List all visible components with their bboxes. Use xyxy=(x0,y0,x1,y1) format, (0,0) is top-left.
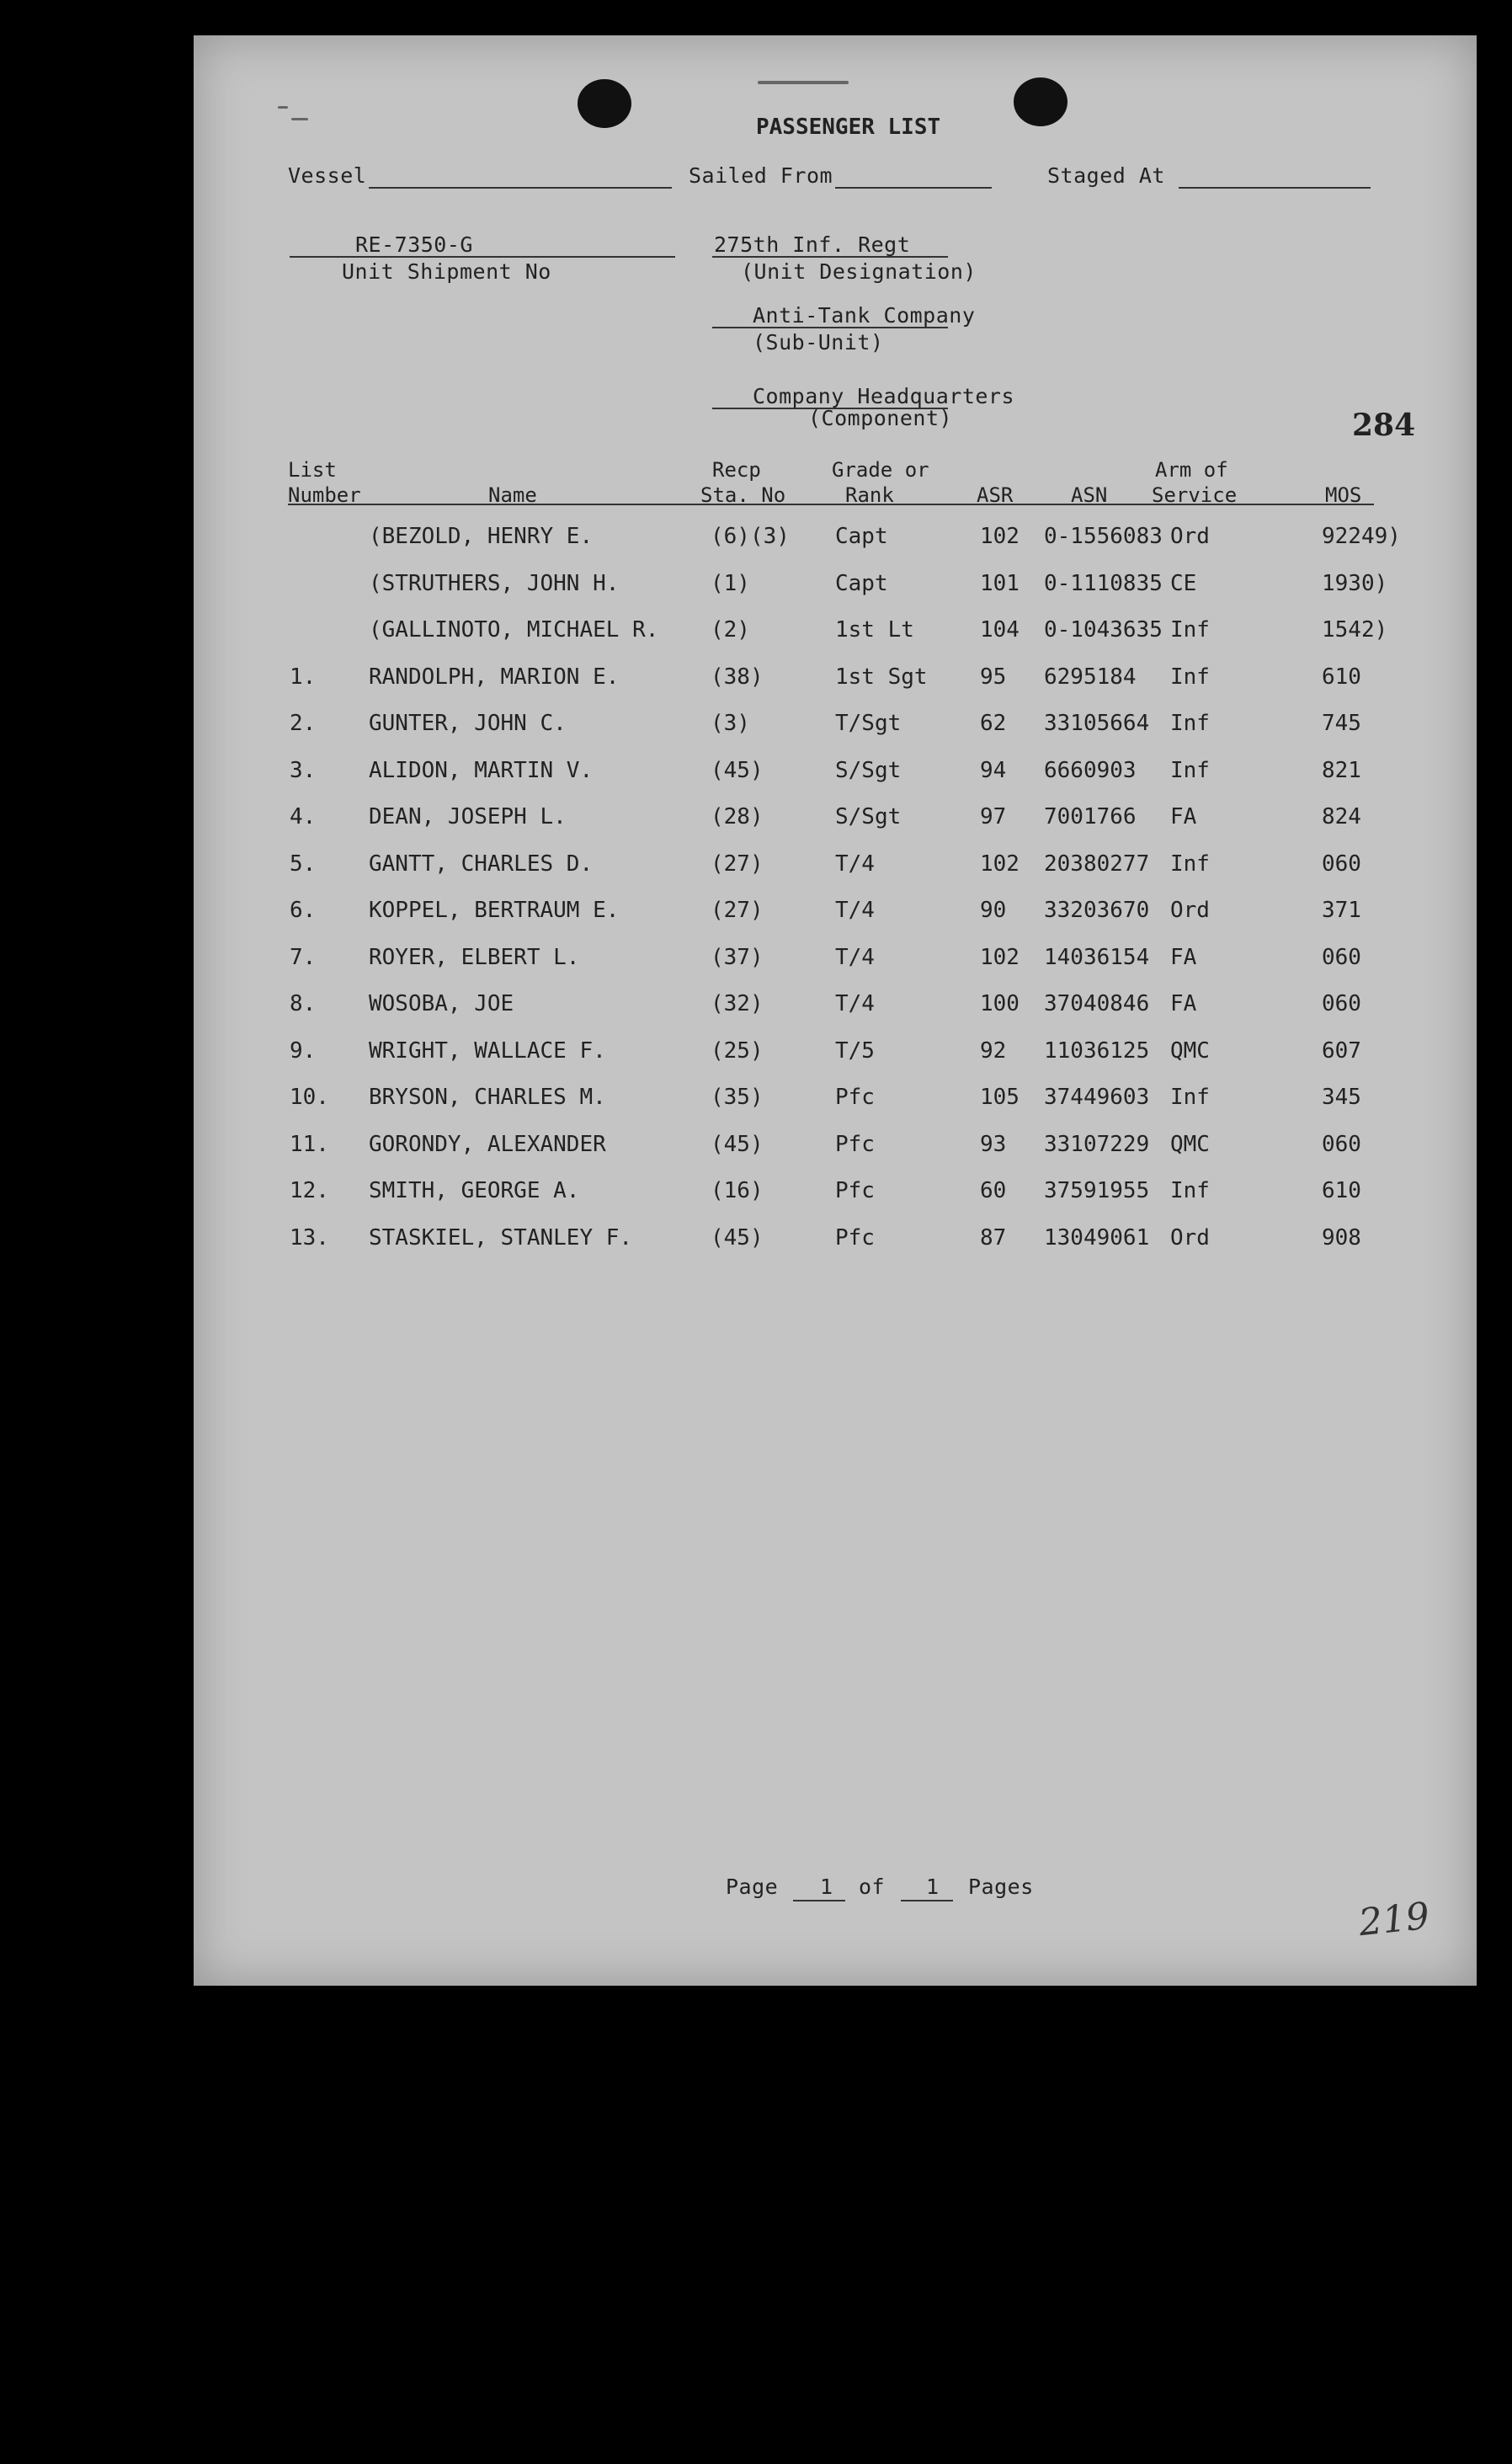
row-asr: 60 xyxy=(980,1178,1007,1203)
row-arm-of-service: Inf xyxy=(1170,664,1210,690)
col-arm xyxy=(1152,460,1237,505)
table-row xyxy=(194,617,1477,651)
table-row xyxy=(194,945,1477,979)
row-asn: 7001766 xyxy=(1044,804,1137,829)
vessel-label: Vessel xyxy=(288,163,367,188)
row-grade: Capt xyxy=(835,524,888,549)
table-row xyxy=(194,1085,1477,1118)
row-recp-station: (32) xyxy=(711,991,764,1016)
row-asr: 87 xyxy=(980,1224,1007,1251)
row-arm-of-service: Inf xyxy=(1170,1178,1210,1203)
row-asn: 33105664 xyxy=(1044,711,1150,736)
table-row xyxy=(194,711,1477,744)
row-list-number: 7. xyxy=(290,944,317,970)
pages-label: Pages xyxy=(968,1875,1034,1899)
sailed-from-label: Sailed From xyxy=(689,163,833,188)
row-name: KOPPEL, BERTRAUM E. xyxy=(369,898,620,923)
row-grade: T/4 xyxy=(835,851,875,877)
row-name: BRYSON, CHARLES M. xyxy=(369,1085,606,1110)
row-arm-of-service: Inf xyxy=(1170,851,1210,877)
row-list-number: 11. xyxy=(290,1131,329,1157)
row-list-number: 13. xyxy=(290,1224,329,1251)
row-grade: T/Sgt xyxy=(835,711,902,736)
row-name: SMITH, GEORGE A. xyxy=(369,1178,580,1203)
row-mos: 610 xyxy=(1322,664,1361,690)
mark-top-center xyxy=(758,81,849,84)
row-name: WOSOBA, JOE xyxy=(369,991,514,1016)
row-recp-station: (45) xyxy=(711,1131,764,1157)
row-asr: 104 xyxy=(980,617,1020,643)
row-list-number: 1. xyxy=(290,664,317,690)
row-asr: 102 xyxy=(980,944,1020,970)
unit-designation-caption: (Unit Designation) xyxy=(741,259,977,284)
row-asr: 94 xyxy=(980,757,1007,783)
unit-designation: 275th Inf. Regt xyxy=(714,232,911,257)
row-asr: 100 xyxy=(980,991,1020,1016)
row-name: RANDOLPH, MARION E. xyxy=(369,664,620,690)
row-name: (STRUTHERS, JOHN H. xyxy=(369,570,620,596)
row-mos: 060 xyxy=(1322,944,1361,970)
row-grade: S/Sgt xyxy=(835,757,902,783)
component: Company Headquarters xyxy=(753,384,1015,408)
row-grade: T/4 xyxy=(835,991,875,1016)
row-asr: 105 xyxy=(980,1085,1020,1110)
row-name: ROYER, ELBERT L. xyxy=(369,944,580,970)
punch-hole-left xyxy=(578,79,631,128)
unit-shipment-line xyxy=(290,256,675,258)
row-asn: 6660903 xyxy=(1044,757,1137,783)
unit-shipment-no: RE-7350-G xyxy=(355,232,473,257)
row-arm-of-service: Inf xyxy=(1170,617,1210,643)
row-arm-of-service: QMC xyxy=(1170,1037,1210,1064)
row-list-number: 10. xyxy=(290,1085,329,1110)
row-name: DEAN, JOSEPH L. xyxy=(369,804,567,829)
page-title: PASSENGER LIST xyxy=(756,115,941,140)
row-name: STASKIEL, STANLEY F. xyxy=(369,1224,633,1251)
row-asr: 102 xyxy=(980,524,1020,549)
row-list-number: 9. xyxy=(290,1037,317,1064)
row-asn: 37040846 xyxy=(1044,991,1150,1016)
table-row xyxy=(194,758,1477,792)
staged-at-field xyxy=(1179,187,1371,189)
row-asn: 13049061 xyxy=(1044,1224,1150,1251)
row-arm-of-service: FA xyxy=(1170,991,1197,1016)
stamp-number: 284 xyxy=(1352,408,1416,443)
col-recp xyxy=(700,460,785,505)
row-name: (BEZOLD, HENRY E. xyxy=(369,524,594,549)
row-mos: 824 xyxy=(1322,804,1361,829)
col-grade xyxy=(832,460,929,505)
row-asn: 6295184 xyxy=(1044,664,1137,690)
row-mos: 371 xyxy=(1322,898,1361,923)
table-row xyxy=(194,664,1477,698)
vessel-field xyxy=(369,187,672,189)
row-asr: 93 xyxy=(980,1131,1007,1157)
row-arm-of-service: QMC xyxy=(1170,1131,1210,1157)
row-arm-of-service: Ord xyxy=(1170,524,1210,549)
row-grade: Pfc xyxy=(835,1131,875,1157)
row-asn: 33203670 xyxy=(1044,898,1150,923)
row-grade: T/5 xyxy=(835,1037,875,1064)
row-list-number: 4. xyxy=(290,804,317,829)
row-list-number: 5. xyxy=(290,851,317,877)
mark-top-left-2 xyxy=(291,118,308,120)
punch-hole-right xyxy=(1014,77,1067,126)
row-grade: S/Sgt xyxy=(835,804,902,829)
row-grade: T/4 xyxy=(835,944,875,970)
sub-unit-line xyxy=(712,327,948,328)
table-row xyxy=(194,804,1477,838)
col-mos: MOS xyxy=(1325,483,1362,507)
row-recp-station: (6)(3) xyxy=(711,524,790,549)
row-grade: T/4 xyxy=(835,898,875,923)
col-recp-l2: Sta. No xyxy=(700,483,786,507)
row-recp-station: (35) xyxy=(711,1085,764,1110)
page-current-line xyxy=(793,1900,845,1901)
page-total-line xyxy=(901,1900,953,1901)
row-mos: 607 xyxy=(1322,1037,1361,1064)
row-recp-station: (27) xyxy=(711,851,764,877)
sub-unit: Anti-Tank Company xyxy=(753,303,976,328)
row-mos: 060 xyxy=(1322,991,1361,1016)
row-name: WRIGHT, WALLACE F. xyxy=(369,1037,606,1064)
row-mos: 060 xyxy=(1322,851,1361,877)
col-arm-l2: Service xyxy=(1152,483,1238,507)
component-caption: (Component) xyxy=(808,406,953,430)
row-name: GANTT, CHARLES D. xyxy=(369,851,594,877)
table-row xyxy=(194,1038,1477,1072)
row-recp-station: (16) xyxy=(711,1178,764,1203)
row-asr: 90 xyxy=(980,898,1007,923)
row-mos: 908 xyxy=(1322,1224,1361,1251)
row-name: ALIDON, MARTIN V. xyxy=(369,757,594,783)
table-row xyxy=(194,1225,1477,1259)
row-asr: 62 xyxy=(980,711,1007,736)
handwritten-mark: 219 xyxy=(1356,1894,1432,1945)
row-arm-of-service: Inf xyxy=(1170,711,1210,736)
row-grade: 1st Sgt xyxy=(835,664,928,690)
row-list-number: 12. xyxy=(290,1178,329,1203)
table-row xyxy=(194,898,1477,931)
row-mos: 1930) xyxy=(1322,570,1388,596)
row-list-number: 6. xyxy=(290,898,317,923)
table-row xyxy=(194,1178,1477,1212)
row-recp-station: (1) xyxy=(711,570,750,596)
unit-designation-line xyxy=(712,256,948,258)
staged-at-label: Staged At xyxy=(1047,163,1165,188)
row-arm-of-service: FA xyxy=(1170,804,1197,829)
row-asn: 0-1043635 xyxy=(1044,617,1163,643)
row-arm-of-service: CE xyxy=(1170,570,1197,596)
row-asr: 101 xyxy=(980,570,1020,596)
row-list-number: 3. xyxy=(290,757,317,783)
row-asn: 0-1110835 xyxy=(1044,570,1163,596)
col-grade-l1: Grade or xyxy=(832,458,929,482)
header-rule xyxy=(288,504,1374,505)
of-label: of xyxy=(859,1875,886,1899)
row-mos: 92249) xyxy=(1322,524,1401,549)
row-mos: 610 xyxy=(1322,1178,1361,1203)
col-list-number xyxy=(288,460,361,505)
col-list-number-l1: List xyxy=(288,458,337,482)
table-row xyxy=(194,524,1477,557)
row-recp-station: (37) xyxy=(711,944,764,970)
row-arm-of-service: Inf xyxy=(1170,757,1210,783)
row-asr: 95 xyxy=(980,664,1007,690)
col-grade-l2: Rank xyxy=(845,483,894,507)
row-name: (GALLINOTO, MICHAEL R. xyxy=(369,617,659,643)
col-asr: ASR xyxy=(977,483,1014,507)
row-asr: 102 xyxy=(980,851,1020,877)
page-total: 1 xyxy=(926,1875,940,1899)
row-grade: Pfc xyxy=(835,1178,875,1203)
row-grade: Pfc xyxy=(835,1085,875,1110)
col-recp-l1: Recp xyxy=(712,458,761,482)
row-asn: 37591955 xyxy=(1044,1178,1150,1203)
row-grade: 1st Lt xyxy=(835,617,914,643)
table-row xyxy=(194,571,1477,605)
table-row xyxy=(194,1132,1477,1165)
row-arm-of-service: Ord xyxy=(1170,898,1210,923)
row-mos: 821 xyxy=(1322,757,1361,783)
row-asn: 0-1556083 xyxy=(1044,524,1163,549)
row-mos: 060 xyxy=(1322,1131,1361,1157)
row-mos: 1542) xyxy=(1322,617,1388,643)
mark-top-left xyxy=(278,106,288,109)
row-mos: 745 xyxy=(1322,711,1361,736)
page-label: Page xyxy=(726,1875,779,1899)
row-grade: Capt xyxy=(835,570,888,596)
sailed-from-field xyxy=(835,187,992,189)
row-recp-station: (2) xyxy=(711,617,750,643)
row-arm-of-service: Ord xyxy=(1170,1224,1210,1251)
row-list-number: 2. xyxy=(290,711,317,736)
col-name: Name xyxy=(488,483,537,507)
table-row xyxy=(194,851,1477,885)
col-asn: ASN xyxy=(1071,483,1108,507)
row-arm-of-service: Inf xyxy=(1170,1085,1210,1110)
row-asn: 37449603 xyxy=(1044,1085,1150,1110)
row-asn: 20380277 xyxy=(1044,851,1150,877)
row-asr: 92 xyxy=(980,1037,1007,1064)
row-recp-station: (27) xyxy=(711,898,764,923)
col-list-number-l2: Number xyxy=(288,483,361,507)
table-row xyxy=(194,991,1477,1025)
row-grade: Pfc xyxy=(835,1224,875,1251)
unit-shipment-caption: Unit Shipment No xyxy=(342,259,551,284)
row-name: GUNTER, JOHN C. xyxy=(369,711,567,736)
row-recp-station: (25) xyxy=(711,1037,764,1064)
row-recp-station: (45) xyxy=(711,757,764,783)
row-asn: 11036125 xyxy=(1044,1037,1150,1064)
row-name: GORONDY, ALEXANDER xyxy=(369,1131,606,1157)
row-asn: 33107229 xyxy=(1044,1131,1150,1157)
row-list-number: 8. xyxy=(290,991,317,1016)
page-current: 1 xyxy=(820,1875,833,1899)
row-asr: 97 xyxy=(980,804,1007,829)
row-mos: 345 xyxy=(1322,1085,1361,1110)
sub-unit-caption: (Sub-Unit) xyxy=(753,330,884,355)
row-recp-station: (28) xyxy=(711,804,764,829)
col-arm-l1: Arm of xyxy=(1155,458,1228,482)
row-arm-of-service: FA xyxy=(1170,944,1197,970)
row-asn: 14036154 xyxy=(1044,944,1150,970)
row-recp-station: (3) xyxy=(711,711,750,736)
row-recp-station: (38) xyxy=(711,664,764,690)
document-sheet xyxy=(194,35,1477,1986)
row-recp-station: (45) xyxy=(711,1224,764,1251)
